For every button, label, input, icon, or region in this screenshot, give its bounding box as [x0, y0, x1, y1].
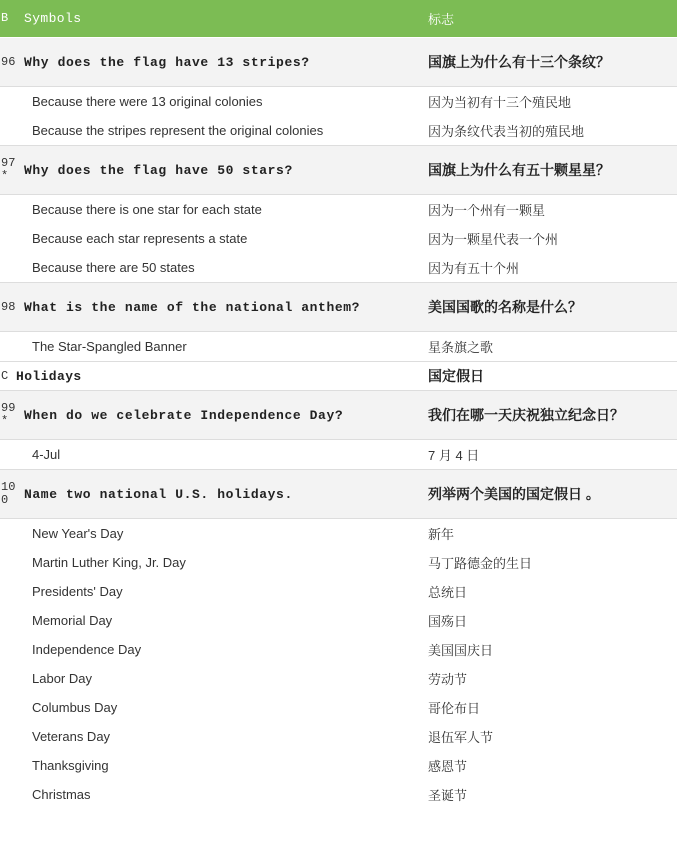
answer-number-spacer — [0, 440, 16, 470]
answer-number-spacer — [0, 606, 16, 635]
header-chinese-label: 标志 — [420, 0, 677, 38]
question-chinese: 我们在哪一天庆祝独立纪念日？ — [420, 391, 677, 440]
answer-number-spacer — [0, 224, 16, 253]
answer-row — [0, 635, 677, 664]
answer-chinese: 总统日 — [420, 577, 677, 606]
answer-number-spacer — [0, 87, 16, 117]
question-row — [0, 38, 677, 87]
question-row — [0, 470, 677, 519]
answer-row — [0, 519, 677, 549]
answer-number-spacer — [0, 693, 16, 722]
answer-english: Memorial Day — [16, 606, 420, 635]
question-chinese: 国旗上为什么有五十颗星星？ — [420, 146, 677, 195]
answer-row — [0, 751, 677, 780]
answer-chinese: 劳动节 — [420, 664, 677, 693]
answer-english: Independence Day — [16, 635, 420, 664]
answer-row — [0, 253, 677, 283]
answer-english: 4-Jul — [16, 440, 420, 470]
answer-english: Veterans Day — [16, 722, 420, 751]
table-header-row — [0, 0, 677, 38]
answer-english: New Year's Day — [16, 519, 420, 549]
section-chinese-label: 国定假日 — [420, 362, 677, 391]
answer-number-spacer — [0, 253, 16, 283]
question-english: Why does the flag have 50 stars? — [16, 146, 420, 195]
answer-chinese: 哥伦布日 — [420, 693, 677, 722]
answer-row — [0, 548, 677, 577]
answer-english: Because each star represents a state — [16, 224, 420, 253]
answer-english: Presidents' Day — [16, 577, 420, 606]
question-english: Name two national U.S. holidays. — [16, 470, 420, 519]
answer-row — [0, 332, 677, 362]
answer-row — [0, 440, 677, 470]
section-letter: C — [0, 362, 16, 391]
answer-row — [0, 722, 677, 751]
answer-chinese: 国殇日 — [420, 606, 677, 635]
section-row — [0, 362, 677, 391]
answer-english: Because there were 13 original colonies — [16, 87, 420, 117]
answer-english: The Star-Spangled Banner — [16, 332, 420, 362]
question-chinese: 列举两个美国的国定假日 。 — [420, 470, 677, 519]
section-english-label: Holidays — [16, 362, 420, 391]
question-chinese: 国旗上为什么有十三个条纹？ — [420, 38, 677, 87]
question-number: 96 — [0, 38, 16, 87]
header-section-letter: B — [0, 0, 16, 38]
answer-english: Christmas — [16, 780, 420, 809]
answer-english: Martin Luther King, Jr. Day — [16, 548, 420, 577]
answer-chinese: 新年 — [420, 519, 677, 549]
answer-chinese: 圣诞节 — [420, 780, 677, 809]
answer-chinese: 马丁路德金的生日 — [420, 548, 677, 577]
answer-english: Labor Day — [16, 664, 420, 693]
answer-number-spacer — [0, 780, 16, 809]
answer-row — [0, 87, 677, 117]
answer-number-spacer — [0, 722, 16, 751]
answer-english: Because there is one star for each state — [16, 195, 420, 225]
answer-chinese: 感恩节 — [420, 751, 677, 780]
answer-chinese: 因为有五十个州 — [420, 253, 677, 283]
answer-row — [0, 693, 677, 722]
answer-chinese: 7 月 4 日 — [420, 440, 677, 470]
answer-row — [0, 116, 677, 146]
question-number: 100 — [0, 470, 16, 519]
answer-row — [0, 195, 677, 225]
answer-number-spacer — [0, 577, 16, 606]
answer-row — [0, 606, 677, 635]
answer-english: Because the stripes represent the original colonies — [16, 116, 420, 146]
answer-english: Because there are 50 states — [16, 253, 420, 283]
question-number: 97* — [0, 146, 16, 195]
question-number: 99* — [0, 391, 16, 440]
answer-number-spacer — [0, 635, 16, 664]
answer-number-spacer — [0, 332, 16, 362]
answer-row — [0, 577, 677, 606]
question-english: When do we celebrate Independence Day? — [16, 391, 420, 440]
question-row — [0, 146, 677, 195]
answer-number-spacer — [0, 548, 16, 577]
answer-chinese: 美国国庆日 — [420, 635, 677, 664]
answer-chinese: 因为当初有十三个殖民地 — [420, 87, 677, 117]
header-english-label: Symbols — [16, 0, 420, 38]
answer-chinese: 因为一个州有一颗星 — [420, 195, 677, 225]
answer-chinese: 星条旗之歌 — [420, 332, 677, 362]
question-english: Why does the flag have 13 stripes? — [16, 38, 420, 87]
answer-number-spacer — [0, 519, 16, 549]
answer-chinese: 因为条纹代表当初的殖民地 — [420, 116, 677, 146]
answer-chinese: 因为一颗星代表一个州 — [420, 224, 677, 253]
answer-row — [0, 780, 677, 809]
question-row — [0, 283, 677, 332]
answer-chinese: 退伍军人节 — [420, 722, 677, 751]
answer-english: Thanksgiving — [16, 751, 420, 780]
question-chinese: 美国国歌的名称是什么？ — [420, 283, 677, 332]
answer-number-spacer — [0, 116, 16, 146]
question-english: What is the name of the national anthem? — [16, 283, 420, 332]
answer-row — [0, 664, 677, 693]
answer-english: Columbus Day — [16, 693, 420, 722]
question-row — [0, 391, 677, 440]
question-number: 98 — [0, 283, 16, 332]
answer-row — [0, 224, 677, 253]
answer-number-spacer — [0, 664, 16, 693]
answer-number-spacer — [0, 195, 16, 225]
answer-number-spacer — [0, 751, 16, 780]
